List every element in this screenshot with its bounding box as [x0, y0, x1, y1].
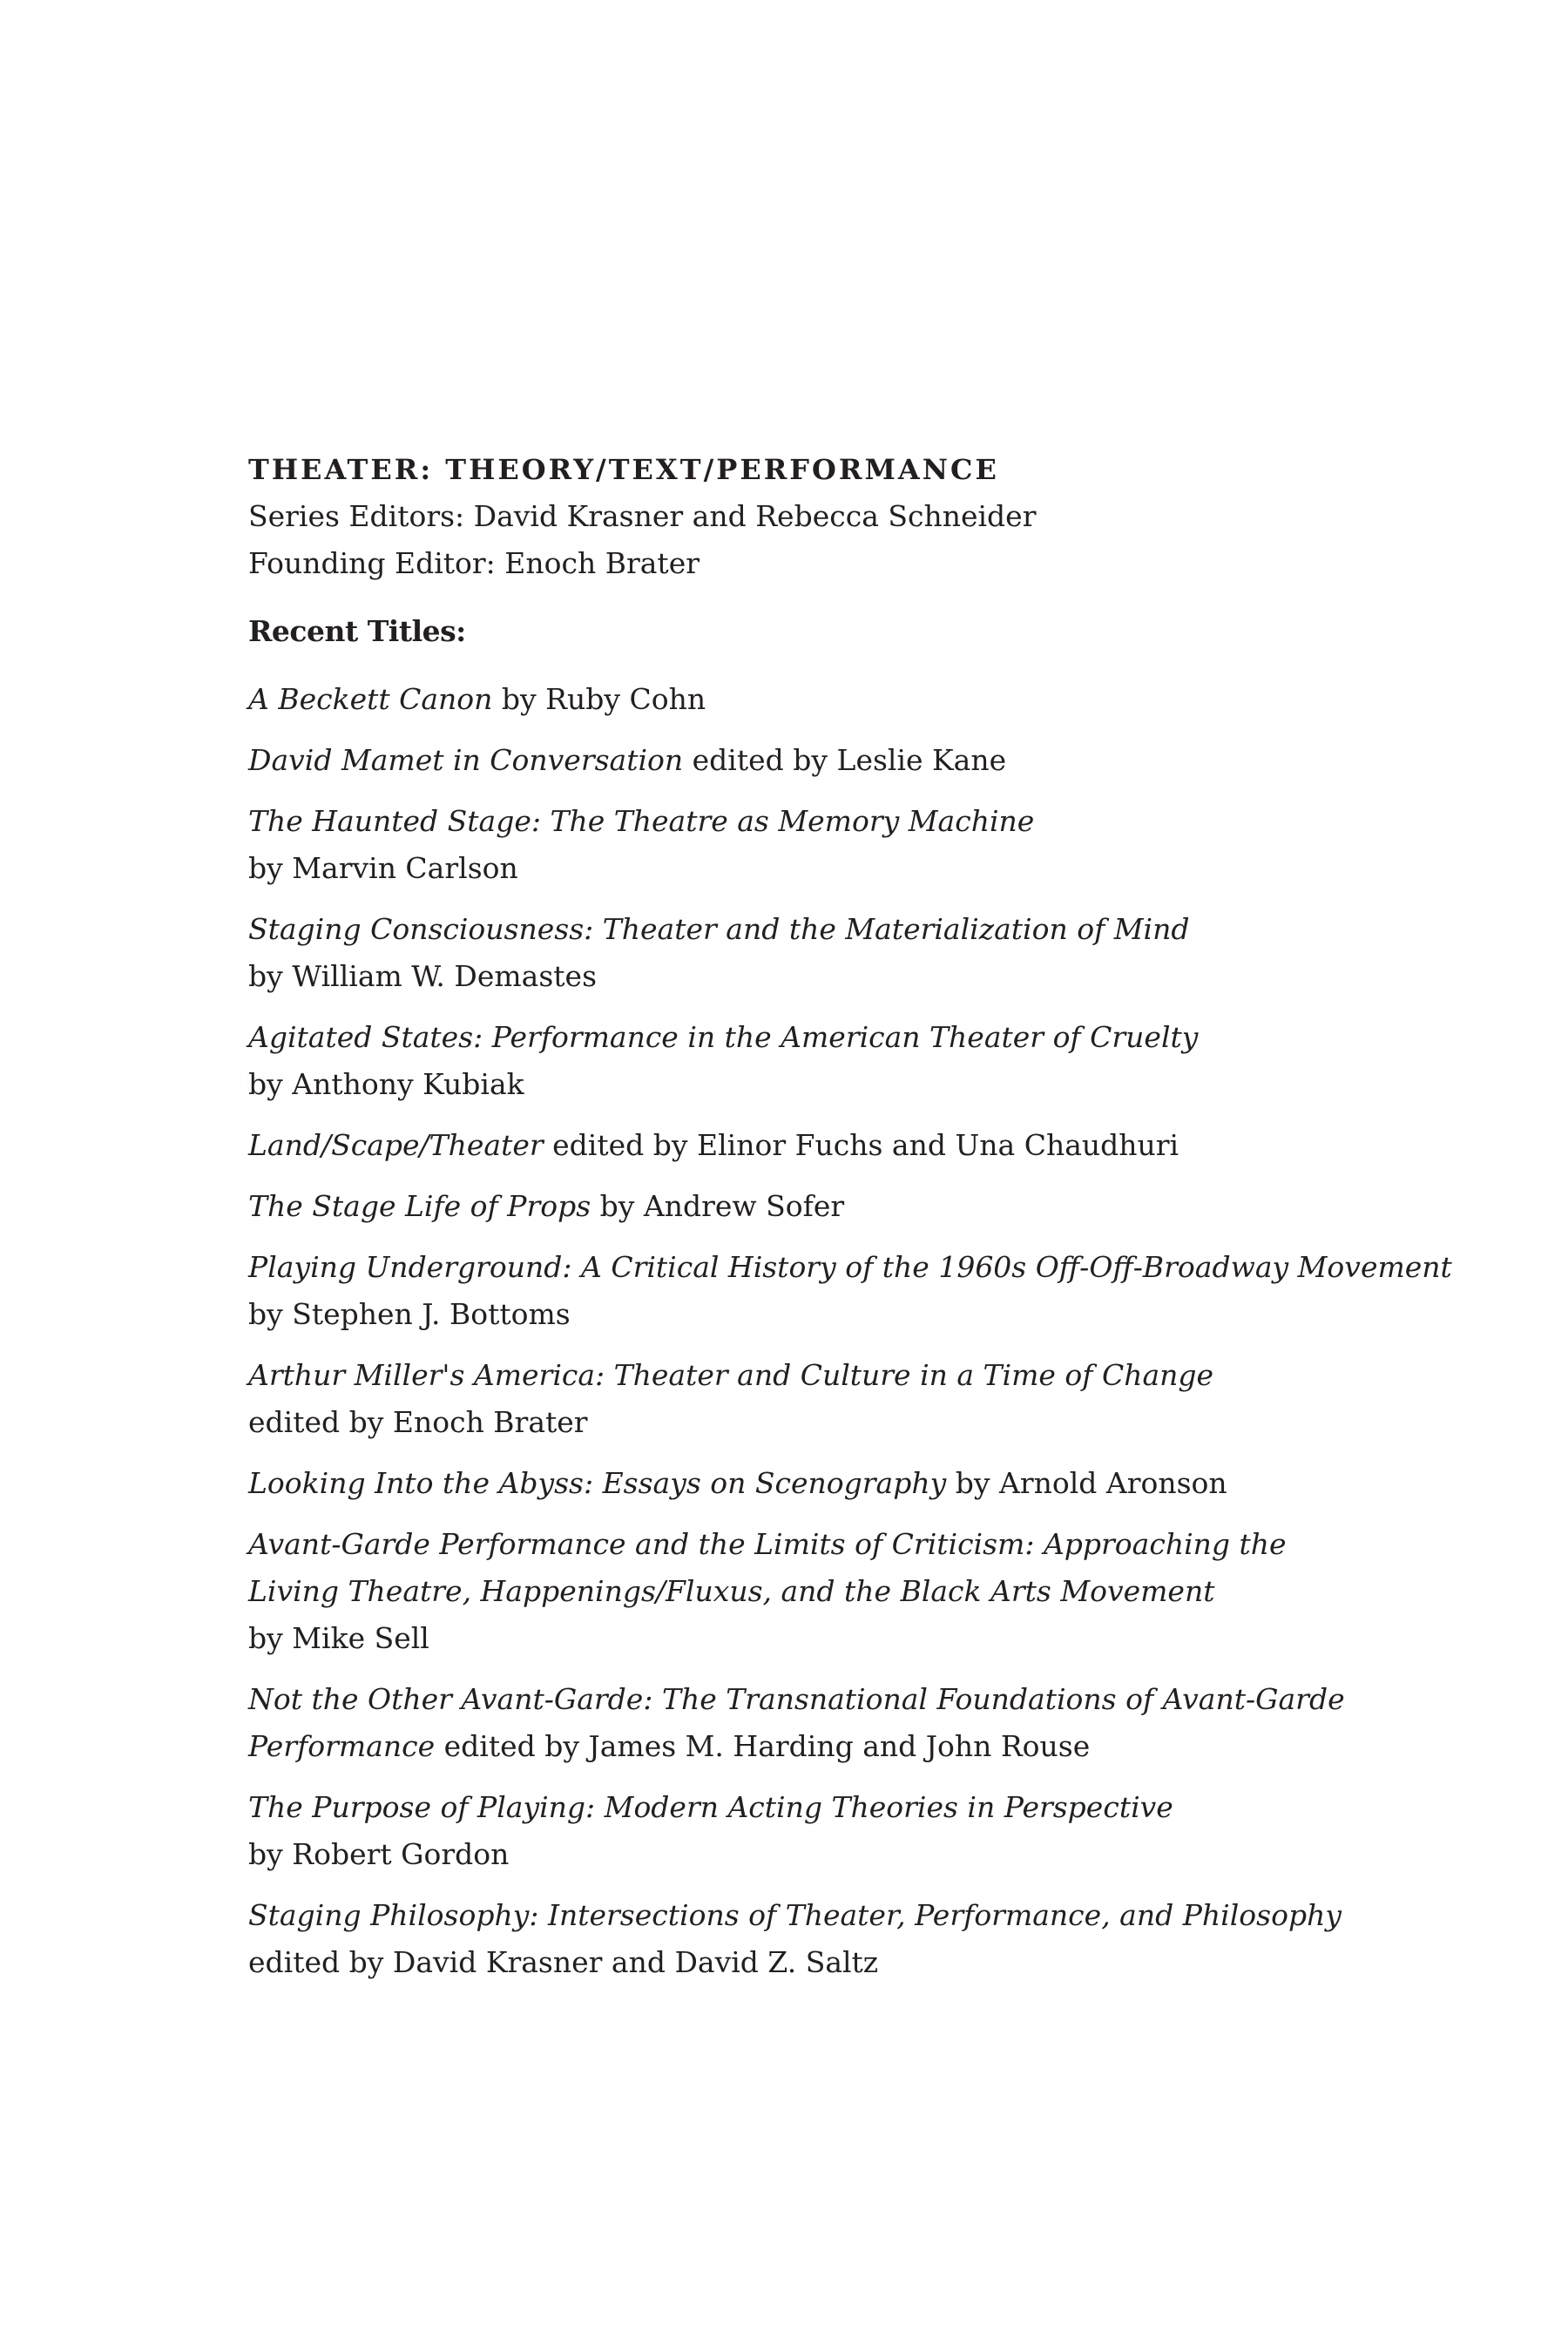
book-credit: edited by Elinor Fuchs and Una Chaudhuri — [552, 1128, 1179, 1162]
book-title-continued: Performance — [248, 1729, 436, 1763]
list-item — [248, 737, 1468, 784]
list-item — [248, 1521, 1468, 1662]
book-title: The Purpose of Playing: Modern Acting Theories in Perspective — [248, 1790, 1173, 1824]
book-credit: by Ruby Cohn — [501, 682, 706, 716]
book-title: Avant-Garde Performance and the Limits of Criticism: Approaching the — [248, 1527, 1287, 1561]
book-title: The Stage Life of Props — [248, 1189, 591, 1223]
book-title: A Beckett Canon — [248, 682, 493, 716]
founding-editor: Founding Editor: Enoch Brater — [248, 546, 700, 580]
book-title: The Haunted Stage: The Theatre as Memory Machine — [248, 804, 1035, 838]
book-credit: by Mike Sell — [248, 1621, 429, 1655]
book-credit: edited by Enoch Brater — [248, 1405, 588, 1439]
book-credit: edited by James M. Harding and John Rouse — [443, 1729, 1091, 1763]
book-title: David Mamet in Conversation — [248, 743, 684, 777]
series-title: THEATER: THEORY/TEXT/PERFORMANCE — [248, 453, 999, 486]
list-item — [248, 1352, 1468, 1446]
series-editors: Series Editors: David Krasner and Rebecca Schneider — [248, 499, 1037, 533]
book-title: Arthur Miller's America: Theater and Culture in a Time of Change — [248, 1358, 1214, 1392]
list-item — [248, 676, 1468, 723]
book-title: Not the Other Avant-Garde: The Transnational Foundations of Avant-Garde — [248, 1682, 1345, 1716]
book-title: Staging Consciousness: Theater and the Materialization of Mind — [248, 912, 1190, 946]
list-item — [248, 1460, 1468, 1507]
list-item — [248, 1183, 1468, 1230]
series-block — [248, 446, 1468, 2000]
book-credit: edited by David Krasner and David Z. Saltz — [248, 1945, 879, 1979]
list-item — [248, 1244, 1468, 1338]
book-credit: by Robert Gordon — [248, 1837, 510, 1871]
book-title: Looking Into the Abyss: Essays on Scenography — [248, 1466, 947, 1500]
list-item — [248, 1892, 1468, 1986]
book-title: Staging Philosophy: Intersections of Theater, Performance, and Philosophy — [248, 1898, 1342, 1932]
list-item — [248, 1784, 1468, 1878]
book-title: Agitated States: Performance in the American Theater of Cruelty — [248, 1020, 1199, 1054]
titles-list — [248, 676, 1468, 1986]
list-item — [248, 798, 1468, 892]
book-title: Land/Scape/Theater — [248, 1128, 544, 1162]
list-item — [248, 1122, 1468, 1169]
book-credit: by Anthony Kubiak — [248, 1067, 524, 1101]
book-title: Playing Underground: A Critical History of the 1960s Off-Off-Broadway Movement — [248, 1250, 1452, 1284]
list-item — [248, 1014, 1468, 1108]
book-credit: by William W. Demastes — [248, 959, 598, 993]
book-credit: by Andrew Sofer — [599, 1189, 845, 1223]
list-item — [248, 906, 1468, 1000]
recent-titles-heading: Recent Titles: — [248, 614, 466, 648]
book-credit: by Stephen J. Bottoms — [248, 1297, 571, 1331]
book-title-continued: Living Theatre, Happenings/Fluxus, and the Black Arts Movement — [248, 1574, 1215, 1608]
book-credit: by Arnold Aronson — [955, 1466, 1227, 1500]
book-credit: by Marvin Carlson — [248, 851, 518, 885]
book-credit: edited by Leslie Kane — [692, 743, 1007, 777]
list-item — [248, 1676, 1468, 1770]
